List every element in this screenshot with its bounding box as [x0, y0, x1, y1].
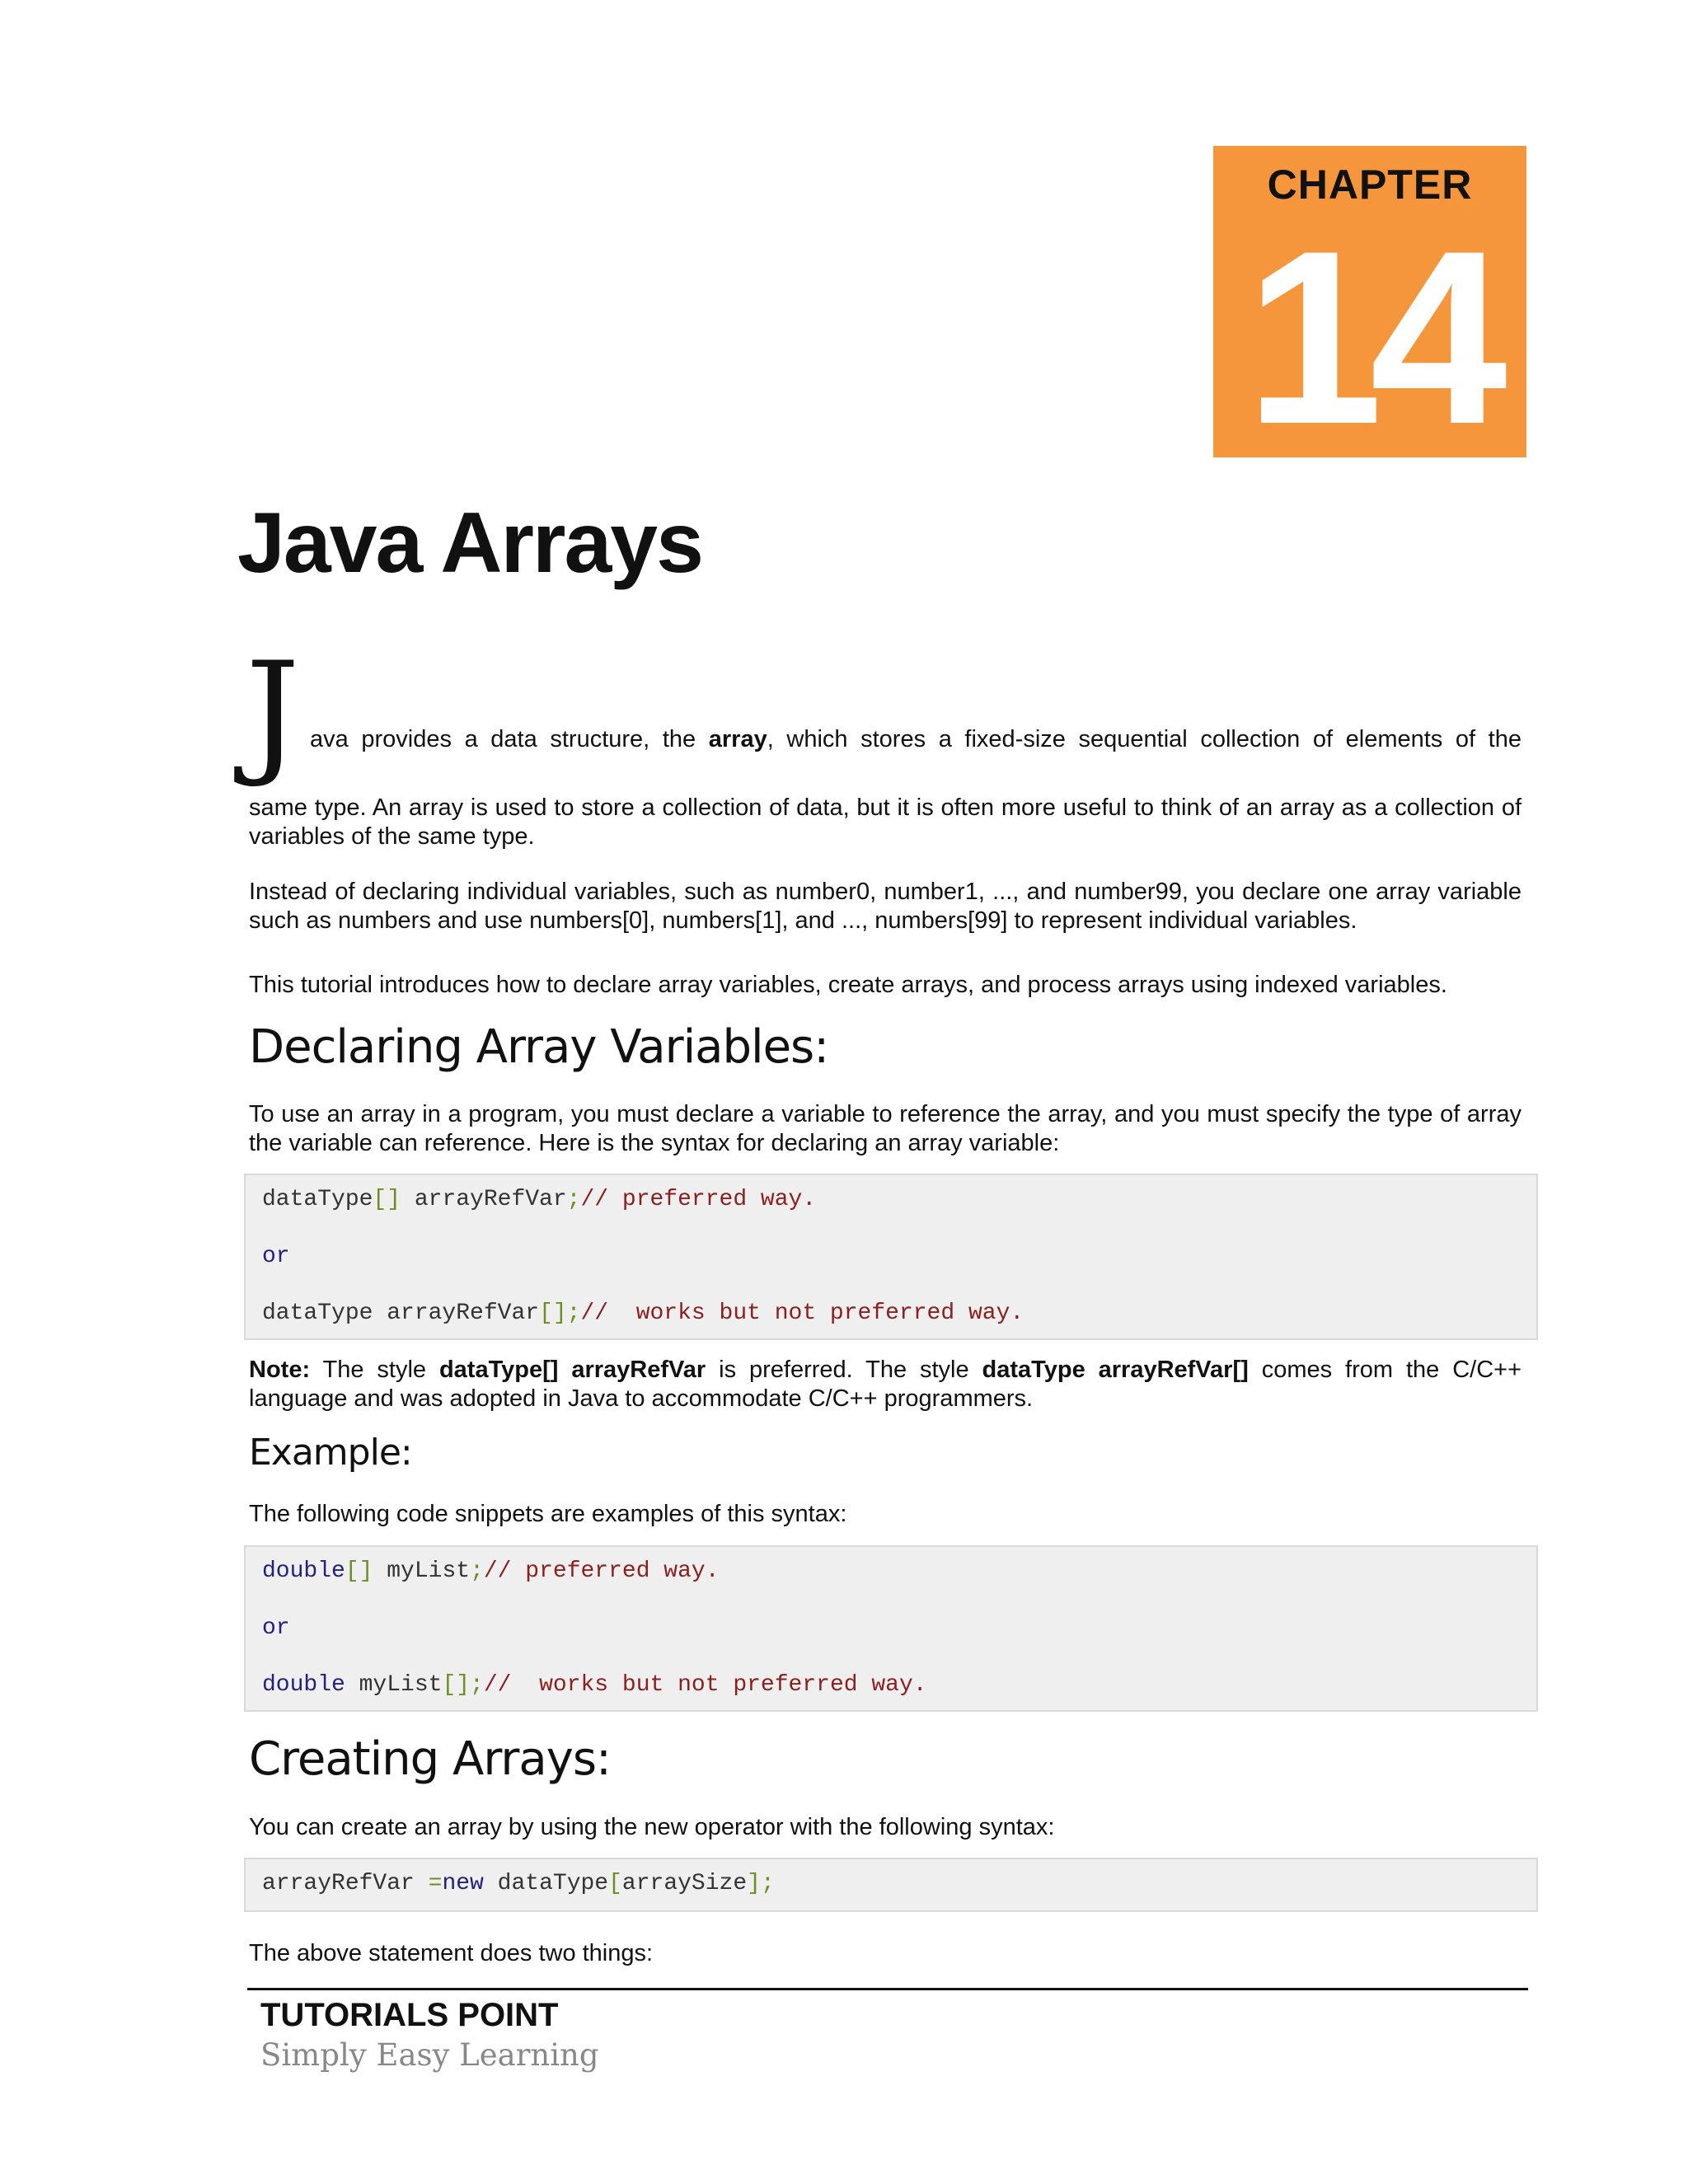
footer-divider [247, 1988, 1528, 1990]
heading-creating: Creating Arrays: [249, 1732, 611, 1786]
code-line: or [262, 1615, 290, 1641]
code-line: double myList[];// works but not preferred way. [262, 1672, 927, 1698]
intro-text-post: , which stores a fixed-size sequential collection of elements of the [767, 726, 1522, 752]
paragraph-example: The following code snippets are examples of this syntax: [249, 1501, 847, 1527]
page-title: Java Arrays [237, 495, 702, 591]
note-label: Note: [249, 1357, 311, 1383]
code-line: arrayRefVar =new dataType[arraySize]; [262, 1871, 775, 1896]
heading-example: Example: [249, 1432, 412, 1474]
chapter-number: 14 [1245, 199, 1494, 476]
code-block-declaring [244, 1174, 1538, 1340]
chapter-badge [1213, 146, 1526, 476]
paragraph-declaring: To use an array in a program, you must declare a variable to reference the array, and you must specify the type of array the variable can reference. Here is the syntax for declaring an array variable: [249, 1101, 1522, 1156]
intro-first-line [310, 725, 1522, 754]
drop-cap: J [246, 633, 300, 790]
heading-declaring: Declaring Array Variables: [249, 1020, 829, 1074]
intro-paragraph: same type. An array is used to store a collection of data, but it is often more useful to think of an array as a collection of variables of the same type. [249, 794, 1522, 850]
paragraph-after-code: The above statement does two things: [249, 1940, 654, 1966]
code-line: dataType[] arrayRefVar;// preferred way. [262, 1187, 817, 1212]
intro-bold-term: array [708, 726, 767, 752]
code-line: double[] myList;// preferred way. [262, 1558, 720, 1584]
note-paragraph: Note: The style dataType[] arrayRefVar is preferred. The style dataType arrayRefVar[] comes from the C/C++ language and was adopted in Java to accommodate C/C++ programmers. [249, 1357, 1522, 1412]
code-block-creating [244, 1858, 1538, 1912]
code-line: or [262, 1244, 290, 1269]
paragraph-creating: You can create an array by using the new operator with the following syntax: [249, 1814, 1055, 1840]
intro-text-pre: ava provides a data structure, the [310, 726, 709, 752]
code-block-example [244, 1545, 1538, 1712]
footer-brand: TUTORIALS POINT [260, 1997, 559, 2033]
footer-tagline: Simply Easy Learning [260, 2037, 599, 2073]
paragraph-variables: Instead of declaring individual variables, such as number0, number1, ..., and number99, you declare one array variable such as numbers and use numbers[0], numbers[1], and ..., numbers[99] to represent individual variables. [249, 879, 1522, 934]
code-line: dataType arrayRefVar[];// works but not preferred way. [262, 1301, 1025, 1326]
paragraph-tutorial: This tutorial introduces how to declare array variables, create arrays, and process arrays using indexed variables. [249, 972, 1447, 998]
chapter-label: CHAPTER [1267, 162, 1473, 208]
